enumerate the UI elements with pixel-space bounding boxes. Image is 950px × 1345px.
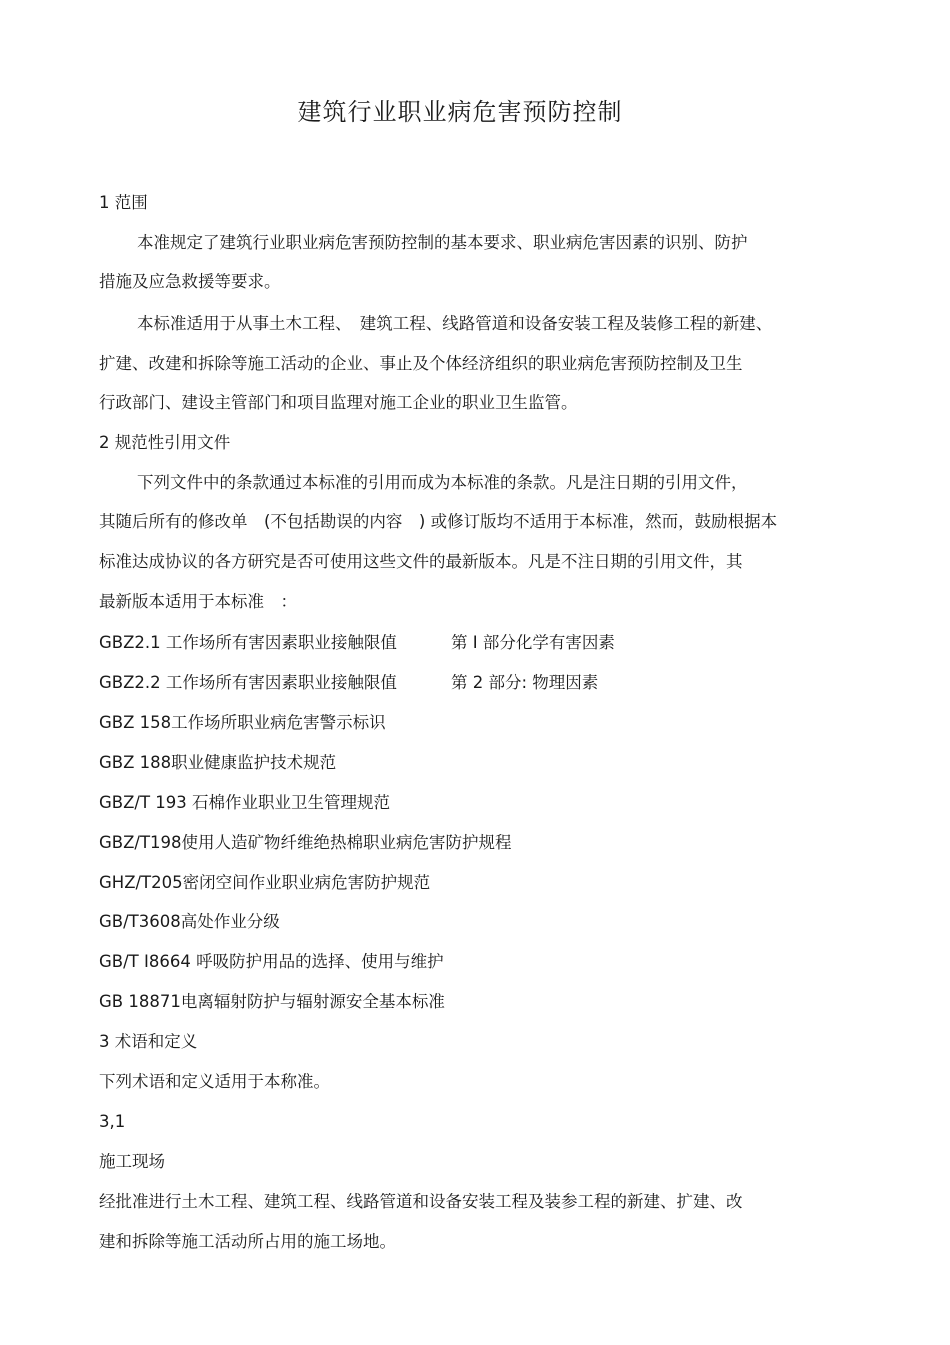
reference-code: GBZ2.2 工作场所有害因素职业接触限值	[99, 673, 397, 692]
paragraph-line: 最新版本适用于本标准 ：	[99, 592, 297, 611]
term-definition-line: 建和拆除等施工活动所占用的施工场地。	[99, 1232, 396, 1251]
reference-item	[99, 911, 280, 933]
paragraph-line: 措施及应急救援等要求。	[99, 272, 281, 291]
reference-item	[99, 712, 386, 734]
reference-part: 第 2 部分: 物理因素	[451, 673, 599, 692]
reference-item	[99, 672, 599, 694]
section-3-heading: 3 术语和定义	[99, 1032, 198, 1051]
reference-code: GB/T I8664 呼吸防护用品的选择、使用与维护	[99, 952, 444, 971]
reference-item	[99, 872, 430, 894]
reference-code: GBZ2.1 工作场所有害因素职业接触限值	[99, 633, 397, 652]
term-name: 施工现场	[99, 1152, 165, 1171]
reference-code: GBZ/T 193 石棉作业职业卫生管理规范	[99, 793, 391, 812]
term-definition-line: 经批准进行土木工程、建筑工程、线路管道和设备安装工程及装参工程的新建、扩建、改	[99, 1192, 743, 1211]
paragraph-line: 下列术语和定义适用于本称准。	[99, 1072, 330, 1091]
reference-code: GBZ 188职业健康监护技术规范	[99, 753, 337, 772]
section-1-heading: 1 范围	[99, 193, 148, 212]
paragraph-line: 本标准适用于从事土木工程、 建筑工程、线路管道和设备安装工程及装修工程的新建、	[137, 314, 773, 333]
reference-code: GB/T3608高处作业分级	[99, 912, 280, 931]
reference-item	[99, 752, 336, 774]
clause-number: 3,1	[99, 1112, 126, 1131]
reference-code: GBZ 158工作场所职业病危害警示标识	[99, 713, 386, 732]
reference-code: GB 18871电离辐射防护与辐射源安全基本标准	[99, 992, 445, 1011]
paragraph-line: 扩建、改建和拆除等施工活动的企业、事止及个体经济组织的职业病危害预防控制及卫生	[99, 354, 743, 373]
paragraph-line: 行政部门、建设主管部门和项目监理对施工企业的职业卫生监管。	[99, 393, 578, 412]
reference-item	[99, 991, 445, 1013]
page-title: 建筑行业职业病危害预防控制	[297, 98, 623, 126]
reference-code: GHZ/T205密闭空间作业职业病危害防护规范	[99, 873, 431, 892]
paragraph-line: 本准规定了建筑行业职业病危害预防控制的基本要求、职业病危害因素的识别、防护	[137, 233, 748, 252]
reference-item	[99, 951, 444, 973]
reference-part: 第 I 部分化学有害因素	[451, 633, 615, 652]
paragraph-line: 其随后所有的修改单 (不包括勘误的内容 ) 或修订版均不适用于本标准，然而，鼓励根据本	[99, 512, 778, 531]
reference-item	[99, 632, 615, 654]
paragraph-line: 下列文件中的条款通过本标准的引用而成为本标准的条款。凡是注日期的引用文件，	[137, 473, 748, 492]
section-2-heading: 2 规范性引用文件	[99, 433, 231, 452]
paragraph-line: 标准达成协议的各方研究是否可使用这些文件的最新版本。凡是不注日期的引用文件，其	[99, 552, 743, 571]
reference-item	[99, 792, 390, 814]
reference-code: GBZ/T198使用人造矿物纤维绝热棉职业病危害防护规程	[99, 833, 512, 852]
reference-item	[99, 832, 512, 854]
